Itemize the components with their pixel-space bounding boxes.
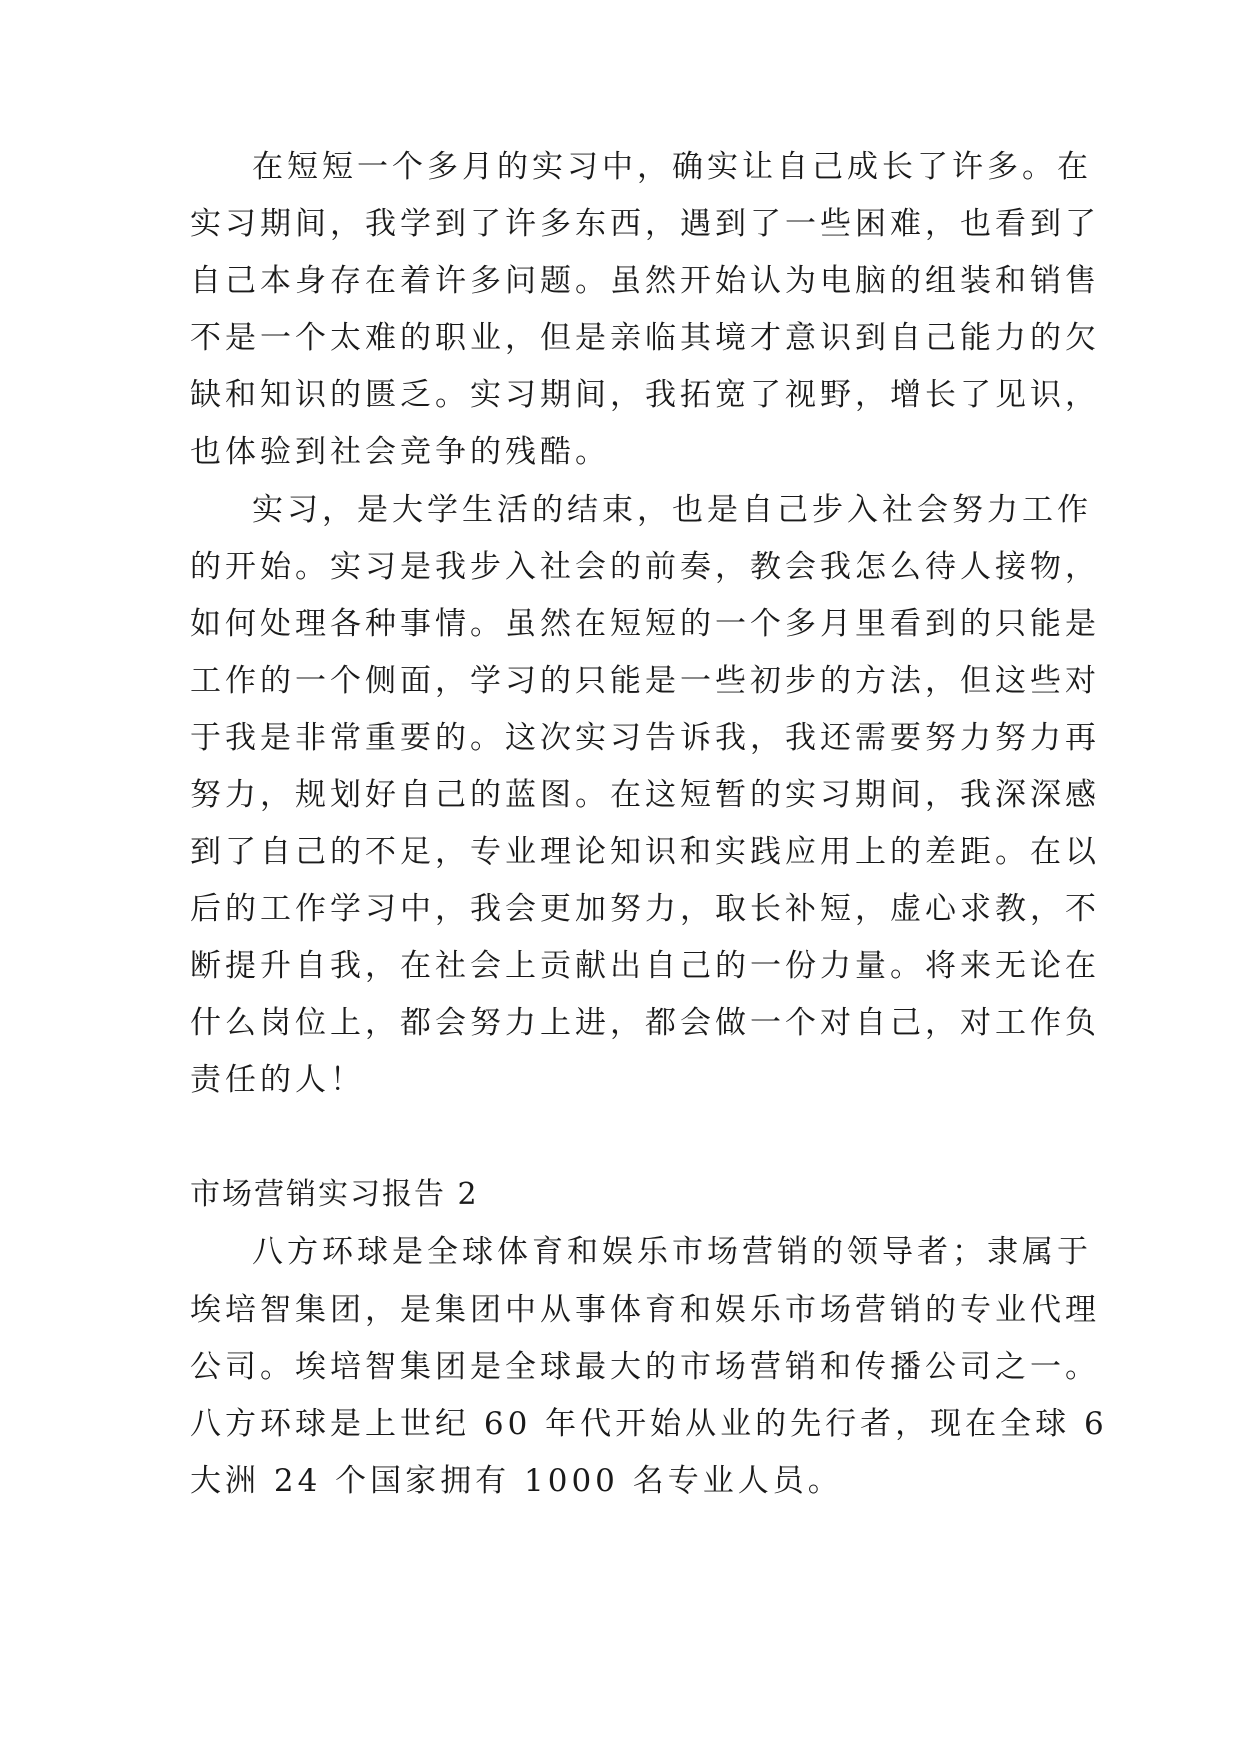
section-paragraph-line-4: 八方环球是上世纪 60 年代开始从业的先行者，现在全球 6 [190,1406,1108,1442]
paragraph-2-line-1: 实习，是大学生活的结束，也是自己步入社会努力工作 [252,492,1092,528]
paragraph-1-line-6: 也体验到社会竞争的残酷。 [190,434,610,470]
paragraph-2-line-2: 的开始。实习是我步入社会的前奏，教会我怎么待人接物， [190,549,1100,585]
paragraph-2-line-9: 断提升自我，在社会上贡献出自己的一份力量。将来无论在 [190,948,1100,984]
paragraph-2-line-3: 如何处理各种事情。虽然在短短的一个多月里看到的只能是 [190,606,1100,642]
paragraph-2-line-6: 努力，规划好自己的蓝图。在这短暂的实习期间，我深深感 [190,777,1100,813]
section-paragraph-line-1: 八方环球是全球体育和娱乐市场营销的领导者；隶属于 [252,1234,1092,1270]
paragraph-1-line-1: 在短短一个多月的实习中，确实让自己成长了许多。在 [252,149,1092,185]
paragraph-2-line-5: 于我是非常重要的。这次实习告诉我，我还需要努力努力再 [190,720,1100,756]
section-paragraph-line-5: 大洲 24 个国家拥有 1000 名专业人员。 [190,1463,843,1499]
paragraph-2-line-4: 工作的一个侧面，学习的只能是一些初步的方法，但这些对 [190,663,1100,699]
section-paragraph-line-2: 埃培智集团，是集团中从事体育和娱乐市场营销的专业代理 [190,1292,1100,1328]
paragraph-1-line-4: 不是一个太难的职业，但是亲临其境才意识到自己能力的欠 [190,320,1100,356]
paragraph-1-line-3: 自己本身存在着许多问题。虽然开始认为电脑的组装和销售 [190,263,1100,299]
paragraph-2-line-10: 什么岗位上，都会努力上进，都会做一个对自己，对工作负 [190,1005,1100,1041]
paragraph-1-line-5: 缺和知识的匮乏。实习期间，我拓宽了视野，增长了见识， [190,377,1100,413]
paragraph-2-line-8: 后的工作学习中，我会更加努力，取长补短，虚心求教，不 [190,891,1100,927]
paragraph-2-line-11: 责任的人！ [190,1062,365,1098]
paragraph-2-line-7: 到了自己的不足，专业理论知识和实践应用上的差距。在以 [190,834,1100,870]
section-paragraph-line-3: 公司。埃培智集团是全球最大的市场营销和传播公司之一。 [190,1349,1100,1385]
section-heading: 市场营销实习报告 2 [190,1177,479,1212]
paragraph-1-line-2: 实习期间，我学到了许多东西，遇到了一些困难，也看到了 [190,206,1100,242]
